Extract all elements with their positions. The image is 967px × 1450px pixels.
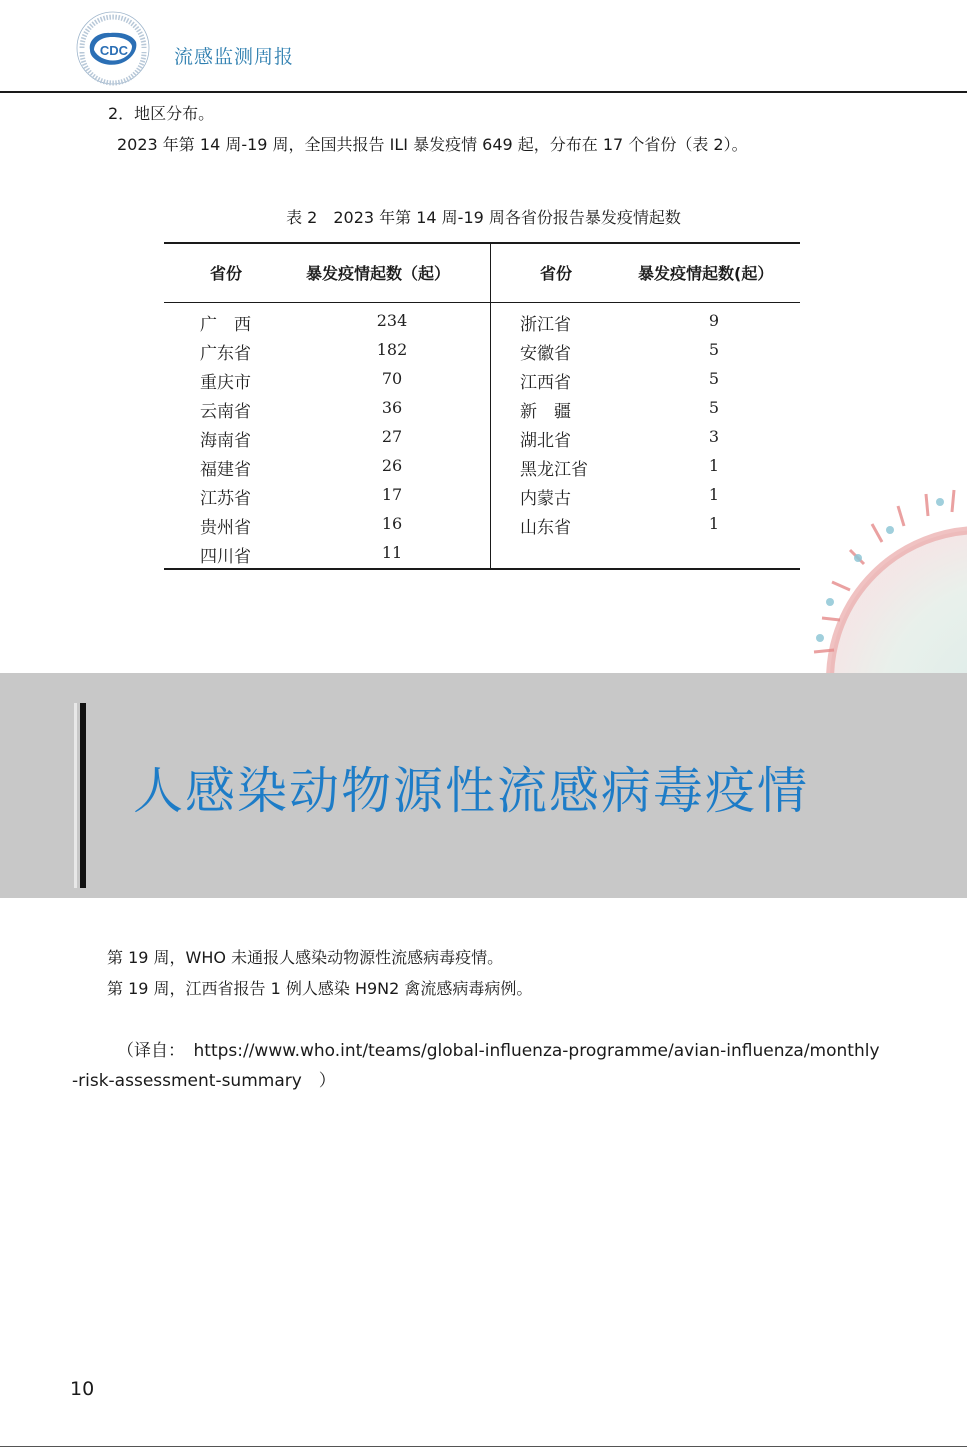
table-header-rule [164,302,800,303]
count-cell: 9 [708,311,720,330]
banner-title: 人感染动物源性流感病毒疫情 [133,762,809,820]
count-cell: 1 [708,514,720,533]
province-cell: 内蒙古 [520,489,571,509]
header-province-right: 省份 [540,264,573,283]
province-cell: 山东省 [520,518,571,538]
province-cell: 四川省 [200,547,251,567]
province-cell: 重庆市 [200,373,251,393]
province-cell: 安徽省 [520,344,571,364]
count-cell: 27 [381,427,403,446]
section-paragraph: 2023 年第 14 周-19 周，全国共报告 ILI 暴发疫情 649 起，分布在 17 个省份（表 2）。 [117,135,748,154]
count-cell: 5 [708,340,720,359]
count-cell: 3 [708,427,720,446]
count-cell: 17 [381,485,403,504]
province-cell: 新 疆 [520,402,571,422]
banner-accent-dark [80,703,86,888]
table-caption: 表 2 2023 年第 14 周-19 周各省份报告暴发疫情起数 [286,208,681,227]
count-cell: 5 [708,369,720,388]
province-cell: 浙江省 [520,315,571,335]
province-cell: 江苏省 [200,489,251,509]
body-line-2: 第 19 周，江西省报告 1 例人感染 H9N2 禽流感病毒病例。 [107,979,533,998]
count-cell: 5 [708,398,720,417]
count-cell: 11 [381,543,403,562]
province-cell: 湖北省 [520,431,571,451]
body-line-1: 第 19 周，WHO 未通报人感染动物源性流感病毒疫情。 [107,948,504,967]
table-bottom-rule [164,568,800,570]
count-cell: 234 [376,311,408,330]
province-cell: 贵州省 [200,518,251,538]
footer-divider [0,1446,967,1447]
section-heading: 2．地区分布。 [108,104,215,123]
header-count-left: 暴发疫情起数（起） [306,264,451,283]
report-title: 流感监测周报 [174,46,295,68]
province-cell: 黑龙江省 [520,460,588,480]
province-cell: 云南省 [200,402,251,422]
header-count-right: 暴发疫情起数(起） [638,264,774,283]
table-column-divider [490,244,491,569]
section-banner [0,673,967,898]
virus-illustration [800,480,967,674]
province-cell: 海南省 [200,431,251,451]
source-line-2: -risk-assessment-summary ） [72,1071,336,1091]
count-cell: 36 [381,398,403,417]
province-cell: 广东省 [200,344,251,364]
province-cell: 江西省 [520,373,571,393]
count-cell: 1 [708,456,720,475]
province-cell: 广 西 [200,315,251,335]
page-header [0,0,967,92]
source-line-1: （译自： https://www.who.int/teams/global-influenza-programme/avian-influenza/monthly [117,1041,880,1061]
count-cell: 182 [376,340,408,359]
count-cell: 1 [708,485,720,504]
cdc-logo [68,6,158,86]
table-top-rule [164,242,800,244]
logo-text: CDC [99,43,129,58]
count-cell: 16 [381,514,403,533]
count-cell: 26 [381,456,403,475]
header-province-left: 省份 [210,264,243,283]
banner-accent-light [74,703,77,888]
header-divider [0,91,967,93]
count-cell: 70 [381,369,403,388]
outbreak-table [164,242,800,570]
page-number: 10 [70,1378,95,1400]
province-cell: 福建省 [200,460,251,480]
